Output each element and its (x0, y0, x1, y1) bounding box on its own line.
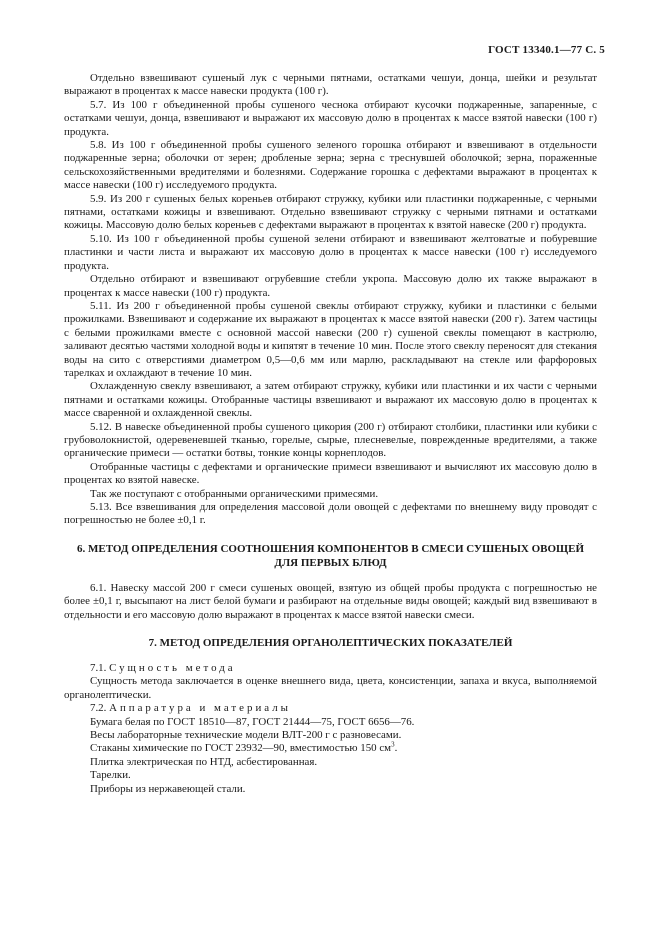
list-item: Приборы из нержавеющей стали. (90, 782, 246, 795)
paragraph: Охлажденную свеклу взвешивают, а затем отбирают стружку, кубики или пластинки и их части с черными пятнами и остатками кожицы. Отобранные частицы взвешивают и выражают их массовую долю в процентах к массе сваренной и охлажденной свеклы. (64, 380, 597, 420)
subsection-number: 7.1. (90, 662, 107, 675)
paragraph: Сущность метода заключается в оценке внешнего вида, цвета, консистенции, запаха и вкуса, выполняемой органолептически. (64, 675, 597, 701)
list-item: Бумага белая по ГОСТ 18510—87, ГОСТ 21444—75, ГОСТ 6656—76. (90, 715, 415, 728)
paragraph: 5.12. В навеске объединенной пробы сушеного цикория (200 г) отбирают столбики, пластинки или кубики с грубоволокнистой, одеревеневшей тканью, горелые, сырые, плесневелые, поврежденные вредителями, а также органические примеси — остатки ботвы, тонкие концы корнеплодов. (64, 420, 597, 460)
subsection-title: Аппаратура и материалы (109, 702, 291, 715)
paragraph: 5.9. Из 200 г сушеных белых кореньев отбирают стружку, кубики или пластинки поджаренные, с черными пятнами, остатками кожицы и взвешивают. Отдельно взвешивают стружку с черными пятнами и остатками кожицы. Массовую долю белых кореньев с дефектами выражают в процентах к взятой навеске (200 г) продукта. (64, 192, 597, 232)
paragraph: Так же поступают с отобранными органическими примесями. (90, 487, 379, 500)
section-heading-7: 7. МЕТОД ОПРЕДЕЛЕНИЯ ОРГАНОЛЕПТИЧЕСКИХ ПОКАЗАТЕЛЕЙ (148, 637, 513, 650)
paragraph: 5.13. Все взвешивания для определения массовой доли овощей с дефектами по внешнему виду проводят с погрешностью не более ±0,1 г. (64, 501, 597, 527)
paragraph: 5.10. Из 100 г объединенной пробы сушеной зелени отбирают и взвешивают желтоватые и побуревшие пластинки и части листа и выражают их массовую долю в процентах к массе навески (100 г) исследуемого продукта. (64, 232, 597, 272)
list-item: Тарелки. (90, 769, 131, 782)
list-item: Плитка электрическая по НТД, асбестированная. (90, 755, 318, 768)
document-body (64, 72, 597, 796)
subsection-7-1 (64, 662, 597, 675)
paragraph: Отобранные частицы с дефектами и органические примеси взвешивают и вычисляют их массовую долю в процентах ко взятой навеске. (64, 460, 597, 487)
paragraph: 5.8. Из 100 г объединенной пробы сушеного зеленого горошка отбирают и взвешивают в отдельности поджаренные зерна; оболочки от зерен; дробленые зерна; зерна с треснувшей оболочкой; зерна, пораженные сельскохозяйственными вредителями и болезнями. Содержание горошка с дефектами выражают в процентах к массе навески (100 г) исследуемого продукта. (64, 139, 597, 192)
paragraph: Отдельно отбирают и взвешивают огрубевшие стебли укропа. Массовую долю их также выражают в процентах к массе навески (100 г) продукта. (64, 273, 597, 299)
paragraph: Отдельно взвешивают сушеный лук с черными пятнами, остатками чешуи, донца, шейки и результат выражают в процентах к массе навески продукта (100 г). (64, 72, 597, 98)
subsection-7-2 (64, 702, 597, 715)
list-item: Весы лабораторные технические модели ВЛТ-200 г с разновесами. (90, 729, 402, 742)
page-header: ГОСТ 13340.1—77 С. 5 (488, 44, 605, 56)
subsection-number: 7.2. (90, 702, 107, 715)
subsection-title: Сущность метода (109, 662, 236, 675)
paragraph: 5.7. Из 100 г объединенной пробы сушеного чеснока отбирают кусочки поджаренные, запаренные, с остатками чешуи, донца, взвешивают и выражают их массовую долю в процентах к массе взятой навески (100 г) продукта. (64, 98, 597, 138)
section-heading-6: 6. МЕТОД ОПРЕДЕЛЕНИЯ СООТНОШЕНИЯ КОМПОНЕНТОВ В СМЕСИ СУШЕНЫХ ОВОЩЕЙ ДЛЯ ПЕРВЫХ БЛЮД (76, 542, 585, 569)
list-item-end: . (394, 742, 398, 755)
list-item (64, 742, 597, 755)
superscript: 3 (391, 740, 395, 749)
paragraph: 6.1. Навеску массой 200 г смеси сушеных овощей, взятую из общей пробы продукта с погрешностью не более ±0,1 г, высыпают на лист белой бумаги и разбирают на отдельные виды овощей; каждый вид взвешивают в отдельности и его массовую долю выражают в процентах к массе взятой навески смеси. (64, 581, 597, 621)
list-item-text: Стаканы химические по ГОСТ 23932—90, вместимостью 150 см (90, 742, 392, 755)
paragraph: 5.11. Из 200 г объединенной пробы сушеной свеклы отбирают стружку, кубики и пластинки с белыми прожилками. Взвешивают и содержание их выражают в процентах к массе взятой навески (200 г). Затем частицы с белыми прожилками вместе с основной массой навески (200 г) сушеной свеклы помещают в кастрюлю, заливают десятью частями холодной воды и кипятят в течение 10 мин. После этого свеклу переносят для стекания воды на сито с отверстиями диаметром 0,5—0,6 мм или марлю, раскладывают на стекле или фарфоровых тарелках и охлаждают в течение 10 мин. (64, 299, 597, 379)
